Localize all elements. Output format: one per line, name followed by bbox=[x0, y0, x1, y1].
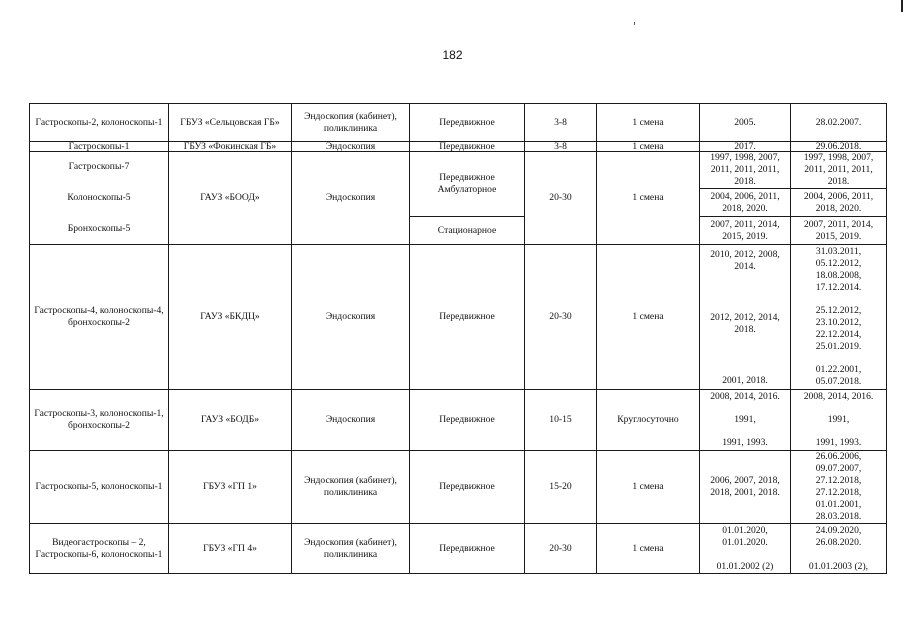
years-cell bbox=[700, 390, 791, 451]
shift-cell: 1 смена bbox=[597, 451, 700, 524]
table-row bbox=[30, 524, 887, 574]
shift-cell: 1 смена bbox=[597, 524, 700, 574]
department-cell: Эндоскопия (кабинет), поликлиника bbox=[292, 524, 410, 574]
dates-group: 24.09.2020, 26.08.2020. bbox=[815, 524, 862, 548]
devices-cell: Видеогастроскопы – 2, Гастроскопы-6, колоноскопы-1 bbox=[30, 524, 169, 574]
department-cell: Эндоскопия (кабинет), поликлиника bbox=[292, 451, 410, 524]
shift-cell: 1 смена bbox=[597, 142, 700, 152]
scan-artifact bbox=[634, 22, 635, 25]
dates-group: 01.22.2001, 05.07.2018. bbox=[815, 364, 862, 387]
dates-cell: 26.06.2006, 09.07.2007, 27.12.2018, 27.12.2018, 01.01.2001, 28.03.2018. bbox=[791, 451, 887, 524]
range-cell: 20-30 bbox=[525, 524, 597, 574]
department-cell: Эндоскопия bbox=[292, 245, 410, 390]
years-cell bbox=[700, 245, 791, 390]
shift-cell: 1 смена bbox=[597, 245, 700, 390]
dates-cell: 1997, 1998, 2007, 2011, 2011, 2011, 2018. bbox=[791, 152, 887, 189]
equipment-table bbox=[29, 103, 887, 574]
years-cell: 2007, 2011, 2014, 2015, 2019. bbox=[700, 217, 791, 245]
range-cell: 20-30 bbox=[525, 245, 597, 390]
years-cell: 2004, 2006, 2011, 2018, 2020. bbox=[700, 189, 791, 217]
devices-cell: Гастроскопы-5, колоноскопы-1 bbox=[30, 451, 169, 524]
years-group: 1991, bbox=[734, 414, 756, 425]
table-row bbox=[30, 104, 887, 142]
shift-cell: Круглосуточно bbox=[597, 390, 700, 451]
range-cell: 15-20 bbox=[525, 451, 597, 524]
equipment-type-cell: Передвижное Амбулаторное bbox=[410, 152, 525, 217]
dates-cell: 28.02.2007. bbox=[791, 104, 887, 142]
page-number: 182 bbox=[442, 48, 463, 62]
years-group: 01.01.2002 (2) bbox=[716, 560, 774, 572]
dates-group: 01.01.2003 (2), bbox=[808, 560, 869, 572]
range-cell: 3-8 bbox=[525, 142, 597, 152]
organization-cell: ГБУЗ «ГП 4» bbox=[169, 524, 292, 574]
years-group: 2008, 2014, 2016. bbox=[710, 391, 780, 402]
table-row bbox=[30, 451, 887, 524]
years-group: 1991, 1993. bbox=[722, 437, 768, 448]
years-cell: 1997, 1998, 2007, 2011, 2011, 2011, 2018. bbox=[700, 152, 791, 189]
organization-cell: ГБУЗ «Фокинская ГБ» bbox=[169, 142, 292, 152]
years-cell: 2017. bbox=[700, 142, 791, 152]
equipment-type-cell: Передвижное bbox=[410, 390, 525, 451]
equipment-type-cell: Передвижное bbox=[410, 142, 525, 152]
dates-cell: 2004, 2006, 2011, 2018, 2020. bbox=[791, 189, 887, 217]
years-group: 2010, 2012, 2008, 2014. bbox=[710, 249, 780, 272]
organization-cell: ГБУЗ «Сельцовская ГБ» bbox=[169, 104, 292, 142]
equipment-type-cell: Передвижное bbox=[410, 245, 525, 390]
range-cell: 3-8 bbox=[525, 104, 597, 142]
table-row bbox=[30, 390, 887, 451]
dates-group: 2008, 2014, 2016. bbox=[803, 391, 874, 402]
organization-cell: ГАУЗ «БОДБ» bbox=[169, 390, 292, 451]
devices-line: Бронхоскопы-5 bbox=[67, 223, 131, 234]
years-cell bbox=[700, 524, 791, 574]
table-row bbox=[30, 245, 887, 390]
years-group: 01.01.2020, 01.01.2020. bbox=[722, 524, 768, 548]
devices-line: Гастроскопы-7 bbox=[68, 161, 130, 172]
equipment-type-cell: Стационарное bbox=[410, 217, 525, 245]
devices-cell: Гастроскопы-4, колоноскопы-4, бронхоскопы-2 bbox=[30, 245, 169, 390]
department-cell: Эндоскопия bbox=[292, 152, 410, 245]
dates-group: 25.12.2012, 23.10.2012, 22.12.2014, 25.01.2019. bbox=[815, 305, 862, 352]
years-cell: 2006, 2007, 2018, 2018, 2001, 2018. bbox=[700, 451, 791, 524]
department-cell: Эндоскопия (кабинет), поликлиника bbox=[292, 104, 410, 142]
dates-group: 31.03.2011, 05.12.2012, 18.08.2008, 17.12.2014. bbox=[815, 246, 862, 293]
devices-cell bbox=[30, 152, 169, 245]
devices-line: Колоноскопы-5 bbox=[67, 192, 131, 203]
table-row bbox=[30, 152, 887, 189]
table-row bbox=[30, 142, 887, 152]
organization-cell: ГАУЗ «БООД» bbox=[169, 152, 292, 245]
department-cell: Эндоскопия bbox=[292, 142, 410, 152]
range-cell: 10-15 bbox=[525, 390, 597, 451]
department-cell: Эндоскопия bbox=[292, 390, 410, 451]
devices-cell: Гастроскопы-1 bbox=[30, 142, 169, 152]
equipment-type-cell: Передвижное bbox=[410, 524, 525, 574]
dates-cell: 2007, 2011, 2014, 2015, 2019. bbox=[791, 217, 887, 245]
dates-cell bbox=[791, 524, 887, 574]
years-group: 2001, 2018. bbox=[722, 375, 768, 386]
dates-cell: 29.06.2018. bbox=[791, 142, 887, 152]
devices-cell: Гастроскопы-2, колоноскопы-1 bbox=[30, 104, 169, 142]
dates-group: 1991, bbox=[827, 414, 850, 425]
shift-cell: 1 смена bbox=[597, 152, 700, 245]
dates-cell bbox=[791, 245, 887, 390]
years-cell: 2005. bbox=[700, 104, 791, 142]
organization-cell: ГАУЗ «БКДЦ» bbox=[169, 245, 292, 390]
dates-group: 1991, 1993. bbox=[815, 437, 862, 448]
equipment-type-cell: Передвижное bbox=[410, 451, 525, 524]
scan-edge-mark bbox=[901, 0, 903, 12]
devices-cell: Гастроскопы-3, колоноскопы-1, бронхоскопы-2 bbox=[30, 390, 169, 451]
range-cell: 20-30 bbox=[525, 152, 597, 245]
equipment-type-cell: Передвижное bbox=[410, 104, 525, 142]
organization-cell: ГБУЗ «ГП 1» bbox=[169, 451, 292, 524]
years-group: 2012, 2012, 2014, 2018. bbox=[710, 312, 780, 335]
dates-cell bbox=[791, 390, 887, 451]
shift-cell: 1 смена bbox=[597, 104, 700, 142]
